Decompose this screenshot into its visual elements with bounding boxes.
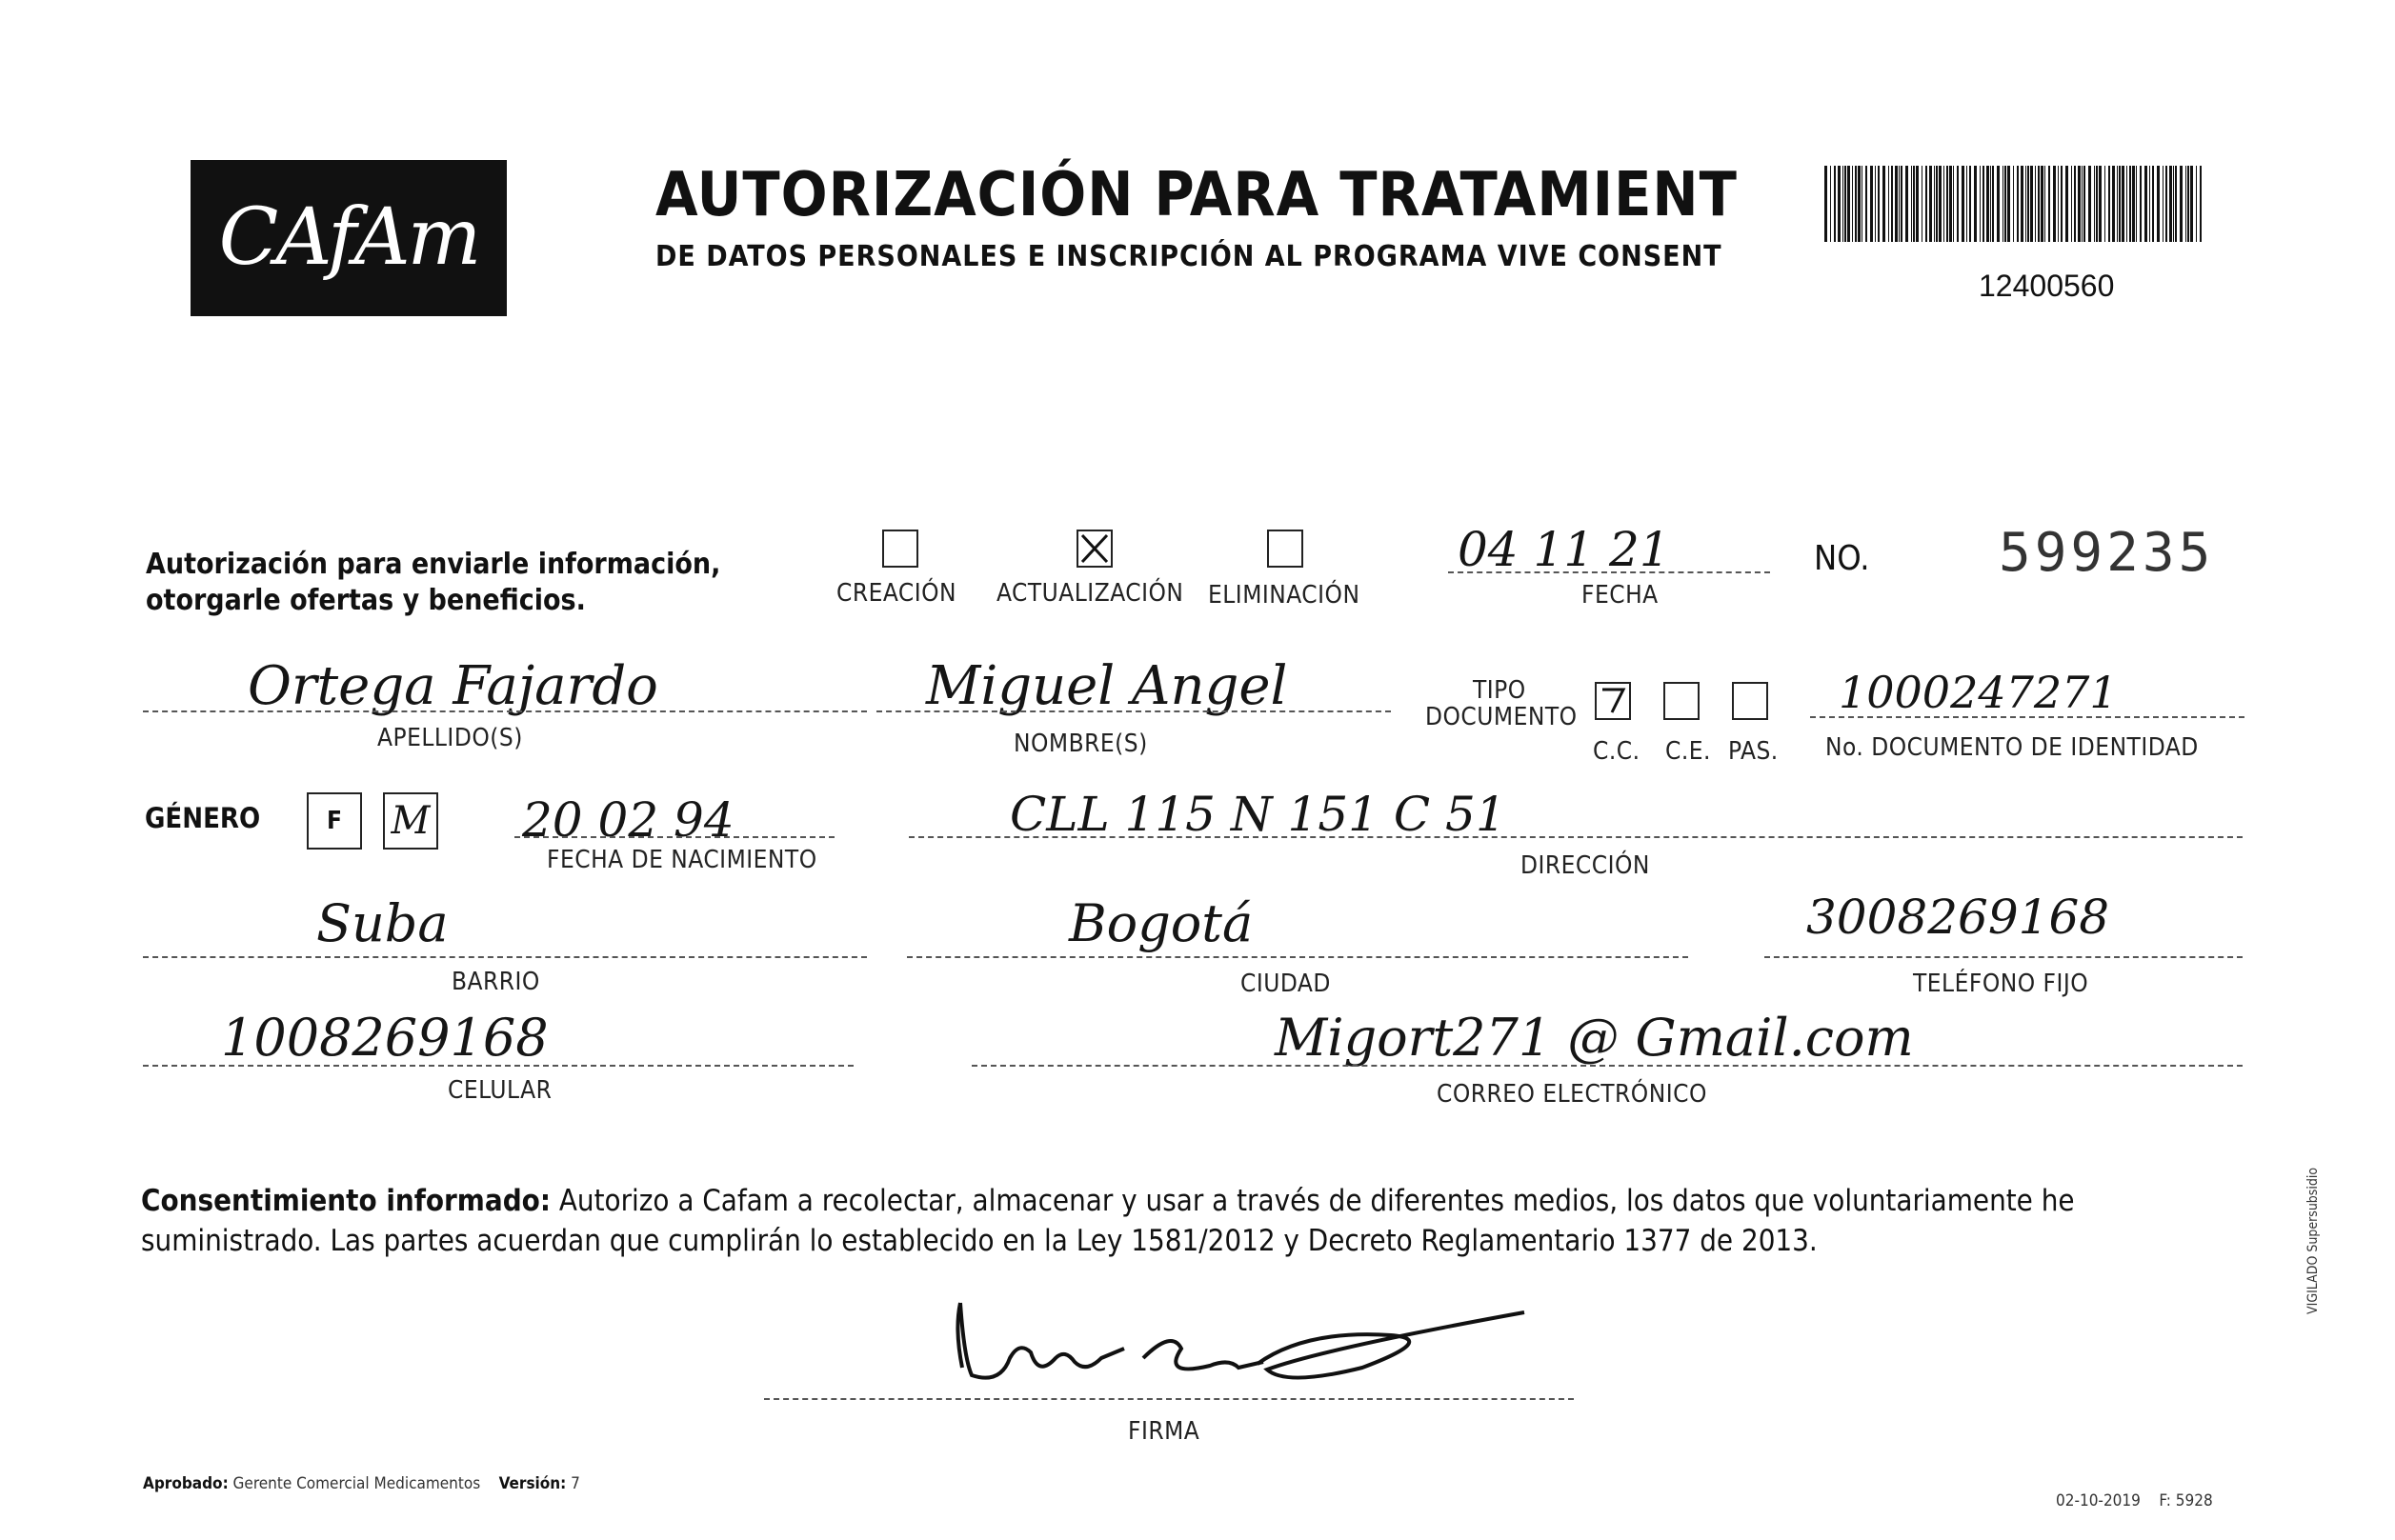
barcode-bar: [2053, 166, 2056, 242]
barcode-bar: [2119, 166, 2121, 242]
direccion-value[interactable]: CLL 115 N 151 C 51: [1010, 787, 1506, 842]
barcode-bar: [2104, 166, 2105, 242]
barcode-bar: [2088, 166, 2091, 242]
barcode-bar: [2126, 166, 2127, 242]
barcode-bar: [1953, 166, 1954, 242]
consent-text: Autorizo a Cafam a recolectar, almacenar y usar a través de diferentes medios, los datos que voluntariamente he suministrado. Las partes acuerdan que cumplirán lo establecido en la Ley 1581/2012 y Decreto Reglamentario 1377 de 2013.: [141, 1184, 2075, 1258]
documento-value[interactable]: 1000247271: [1839, 667, 2118, 718]
signature-image: [943, 1291, 1534, 1406]
label-correo: CORREO ELECTRÓNICO: [1437, 1080, 1707, 1109]
checkbox-actualizacion[interactable]: [1077, 530, 1113, 568]
checkbox-cc[interactable]: [1595, 682, 1631, 720]
label-nombres: NOMBRE(S): [1014, 730, 1148, 758]
label-direccion: DIRECCIÓN: [1520, 851, 1650, 880]
barcode-bar: [1888, 166, 1889, 242]
barcode-bar: [1939, 166, 1942, 242]
barcode-bar: [1911, 166, 1912, 242]
barcode-bar: [1905, 166, 1908, 242]
barcode-bar: [2117, 166, 2118, 242]
barcode-bar: [2196, 166, 2197, 242]
label-barrio: BARRIO: [452, 968, 540, 996]
barcode-bar: [1992, 166, 1994, 242]
barcode-bar: [2149, 166, 2150, 242]
barcode-bar: [1934, 166, 1935, 242]
authorization-text: Autorización para enviarle información, otorgarle ofertas y beneficios.: [146, 548, 721, 617]
barcode-bar: [1878, 166, 1880, 242]
barcode-bar: [1982, 166, 1984, 242]
label-apellidos: APELLIDO(S): [377, 724, 523, 752]
barcode-bar: [2129, 166, 2131, 242]
checkbox-pas[interactable]: [1732, 682, 1768, 720]
label-firma: FIRMA: [1128, 1417, 1200, 1446]
barcode-bar: [1870, 166, 1873, 242]
label-pas: PAS.: [1728, 737, 1779, 766]
label-fecha: FECHA: [1581, 581, 1659, 610]
barcode-bar: [2021, 166, 2023, 242]
label-cc: C.C.: [1593, 737, 1640, 766]
check-mark-icon: [1078, 531, 1111, 566]
correo-value[interactable]: Migort271 @ Gmail.com: [1275, 1008, 1914, 1068]
barcode-bar: [1852, 166, 1853, 242]
apellidos-value[interactable]: Ortega Fajardo: [248, 655, 658, 717]
fecha-nacimiento-value[interactable]: 20 02 94: [522, 792, 735, 848]
vigilado-stamp: VIGILADO Supersubsidio: [2305, 1167, 2321, 1314]
barcode-bar: [1936, 166, 1938, 242]
barcode-bar: [2144, 166, 2147, 242]
barcode-bar: [2132, 166, 2135, 242]
label-ciudad: CIUDAD: [1240, 970, 1331, 998]
logo-text: CAfAm: [218, 192, 479, 283]
barcode-bar: [2185, 166, 2186, 242]
barcode-bar: [2058, 166, 2059, 242]
barcode-bar: [1913, 166, 1915, 242]
barcode-bar: [2140, 166, 2142, 242]
barcode-bar: [2175, 166, 2177, 242]
barcode-bar: [1891, 166, 1893, 242]
label-eliminacion: ELIMINACIÓN: [1208, 581, 1360, 610]
barcode: [1824, 166, 2205, 242]
barcode-bar: [2082, 166, 2083, 242]
label-celular: CELULAR: [448, 1076, 553, 1105]
version-value: 7: [571, 1474, 580, 1493]
barcode-bar: [2165, 166, 2167, 242]
barcode-bar: [2030, 166, 2033, 242]
barcode-bar: [2187, 166, 2189, 242]
barcode-bar: [1943, 166, 1944, 242]
barcode-bar: [2169, 166, 2172, 242]
barcode-bar: [2038, 166, 2040, 242]
footer-approval: [143, 1474, 580, 1493]
fecha-value[interactable]: 04 11 21: [1458, 522, 1670, 577]
cafam-logo: [191, 160, 507, 316]
barcode-bar: [2096, 166, 2098, 242]
form-subtitle: DE DATOS PERSONALES E INSCRIPCIÓN AL PROGRAMA VIVE CONSENT: [655, 240, 1722, 273]
barcode-bar: [1865, 166, 1867, 242]
barcode-bar: [1980, 166, 1981, 242]
label-telefono: TELÉFONO FIJO: [1913, 970, 2089, 998]
barcode-bar: [2190, 166, 2193, 242]
barcode-bar: [2112, 166, 2115, 242]
barcode-bar: [1946, 166, 1948, 242]
label-actualizacion: ACTUALIZACIÓN: [996, 579, 1184, 608]
barcode-bar: [1929, 166, 1932, 242]
barcode-bar: [1962, 166, 1964, 242]
barcode-bar: [2074, 166, 2076, 242]
barcode-bar: [2122, 166, 2124, 242]
version-label: Versión:: [498, 1474, 567, 1493]
barcode-number: 12400560: [1979, 269, 2115, 303]
telefono-value[interactable]: 3008269168: [1806, 890, 2110, 945]
barcode-bar: [1997, 166, 2000, 242]
barcode-bar: [1824, 166, 1827, 242]
barcode-bar: [2152, 166, 2154, 242]
barcode-bar: [1895, 166, 1898, 242]
barcode-bar: [2083, 166, 2085, 242]
barcode-bar: [1844, 166, 1846, 242]
barcode-bar: [1901, 166, 1902, 242]
barcode-bar: [1990, 166, 1991, 242]
barcode-bar: [1925, 166, 1927, 242]
footer-date: 02-10-2019: [2056, 1491, 2141, 1510]
barcode-bar: [2173, 166, 2174, 242]
barcode-bar: [1957, 166, 1959, 242]
barcode-bar: [2108, 166, 2110, 242]
label-creacion: CREACIÓN: [836, 579, 957, 608]
barcode-bar: [2078, 166, 2081, 242]
form-number: 599235: [1999, 522, 2215, 584]
label-fecha-nacimiento: FECHA DE NACIMIENTO: [547, 846, 817, 874]
barcode-bar: [2136, 166, 2137, 242]
barcode-bar: [2065, 166, 2068, 242]
barcode-bar: [1847, 166, 1850, 242]
barcode-bar: [2099, 166, 2102, 242]
barcode-bar: [1986, 166, 1989, 242]
aprobado-value: Gerente Comercial Medicamentos: [232, 1474, 481, 1493]
barcode-bar: [1969, 166, 1971, 242]
barcode-bar: [1974, 166, 1977, 242]
barcode-bar: [2200, 166, 2202, 242]
celular-value[interactable]: 1008269168: [221, 1008, 549, 1068]
barrio-value[interactable]: Suba: [316, 893, 449, 953]
barcode-bar: [2041, 166, 2043, 242]
checkbox-eliminacion[interactable]: [1267, 530, 1303, 568]
label-documento: DOCUMENTO: [1425, 703, 1578, 731]
barcode-bar: [2048, 166, 2050, 242]
checkbox-creacion[interactable]: [882, 530, 918, 568]
checkbox-genero-m[interactable]: [383, 792, 438, 850]
footer-date-code: [2056, 1491, 2213, 1510]
barcode-bar: [2004, 166, 2006, 242]
barcode-bar: [2017, 166, 2019, 242]
consent-paragraph: [141, 1181, 2237, 1261]
barcode-bar: [2013, 166, 2014, 242]
barcode-bar: [2035, 166, 2036, 242]
barcode-bar: [2071, 166, 2072, 242]
barcode-bar: [2007, 166, 2010, 242]
barcode-bar: [1855, 166, 1857, 242]
barcode-bar: [2044, 166, 2045, 242]
checkbox-ce[interactable]: [1663, 682, 1700, 720]
barcode-bar: [2180, 166, 2183, 242]
barcode-bar: [1875, 166, 1876, 242]
barcode-bar: [2157, 166, 2160, 242]
barcode-bar: [1838, 166, 1841, 242]
label-ce: C.E.: [1665, 737, 1711, 766]
barcode-bar: [2061, 166, 2063, 242]
barcode-bar: [1882, 166, 1885, 242]
barcode-bar: [1842, 166, 1843, 242]
barcode-bar: [1830, 166, 1831, 242]
barcode-bar: [1834, 166, 1836, 242]
barcode-bar: [2094, 166, 2095, 242]
label-genero: GÉNERO: [145, 802, 261, 834]
nombres-value[interactable]: Miguel Angel: [926, 655, 1288, 717]
barcode-bar: [2025, 166, 2026, 242]
barcode-bar: [1916, 166, 1919, 242]
barcode-bar: [2163, 166, 2164, 242]
checkbox-genero-f[interactable]: [307, 792, 362, 850]
footer-form-code: F: 5928: [2159, 1491, 2213, 1510]
barcode-bar: [2027, 166, 2029, 242]
barcode-bar: [1966, 166, 1967, 242]
label-no-documento: No. DOCUMENTO DE IDENTIDAD: [1825, 733, 2199, 762]
form-title: AUTORIZACIÓN PARA TRATAMIENT: [655, 160, 1738, 230]
barcode-bar: [1858, 166, 1861, 242]
aprobado-label: Aprobado:: [143, 1474, 229, 1493]
barcode-bar: [1949, 166, 1952, 242]
label-f: F: [327, 807, 342, 835]
consent-heading: Consentimiento informado:: [141, 1184, 551, 1218]
label-tipo: TIPO: [1473, 676, 1526, 705]
label-no: NO.: [1814, 539, 1870, 578]
barcode-bar: [1899, 166, 1900, 242]
check-mark-icon: [1597, 684, 1629, 718]
label-m: M: [391, 799, 431, 843]
ciudad-value[interactable]: Bogotá: [1069, 893, 1254, 953]
